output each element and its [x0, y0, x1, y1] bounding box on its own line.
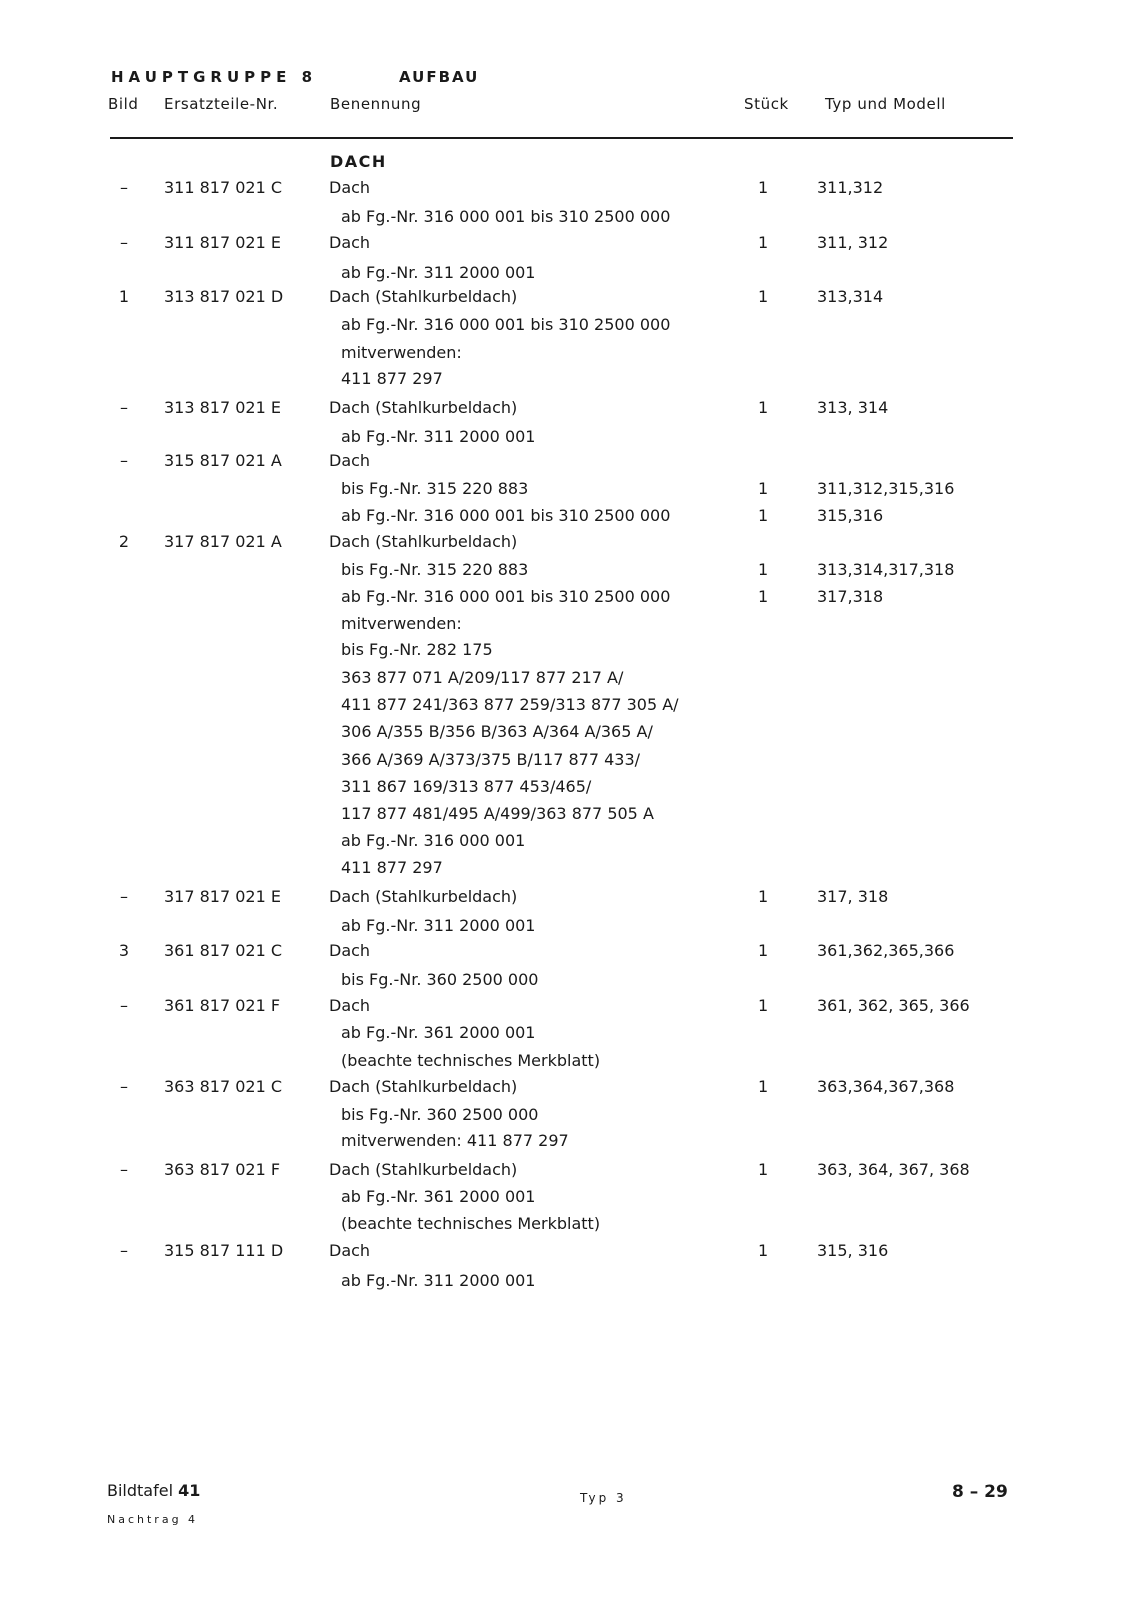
- table-row: [0, 695, 1136, 721]
- header-divider: [110, 137, 1013, 139]
- cell-bild: –: [120, 887, 128, 906]
- cell-note: ab Fg.-Nr. 311 2000 001: [341, 263, 536, 282]
- subsection-title: DACH: [330, 152, 387, 171]
- cell-note: 411 877 241/363 877 259/313 877 305 A/: [341, 695, 679, 714]
- table-row: [0, 1271, 1136, 1297]
- cell-note: 311 867 169/313 877 453/465/: [341, 777, 592, 796]
- cell-part-number: 315 817 111 D: [164, 1241, 284, 1260]
- cell-note: ab Fg.-Nr. 311 2000 001: [341, 427, 536, 446]
- table-row: [0, 178, 1136, 204]
- cell-model: 313,314: [817, 287, 884, 306]
- table-row: [0, 315, 1136, 341]
- table-row: [0, 506, 1136, 532]
- cell-bild: –: [120, 233, 128, 252]
- cell-quantity: 1: [758, 887, 769, 906]
- cell-name: Dach: [329, 996, 371, 1015]
- cell-quantity: 1: [758, 560, 769, 579]
- cell-part-number: 361 817 021 F: [164, 996, 281, 1015]
- cell-model: 317, 318: [817, 887, 889, 906]
- cell-quantity: 1: [758, 398, 769, 417]
- cell-note: bis Fg.-Nr. 282 175: [341, 640, 493, 659]
- table-row: [0, 916, 1136, 942]
- table-row: [0, 263, 1136, 289]
- table-row: [0, 479, 1136, 505]
- cell-name: Dach (Stahlkurbeldach): [329, 887, 518, 906]
- main-group-title: HAUPTGRUPPE 8: [111, 68, 318, 86]
- plate-number: 41: [178, 1481, 201, 1500]
- cell-name: Dach (Stahlkurbeldach): [329, 532, 518, 551]
- table-row: [0, 970, 1136, 996]
- cell-bild: 3: [118, 941, 130, 960]
- table-row: [0, 858, 1136, 884]
- plate-reference: Bildtafel 41: [107, 1481, 201, 1500]
- cell-note: (beachte technisches Merkblatt): [341, 1051, 601, 1070]
- cell-part-number: 317 817 021 E: [164, 887, 281, 906]
- cell-model: 363,364,367,368: [817, 1077, 955, 1096]
- cell-name: Dach (Stahlkurbeldach): [329, 1077, 518, 1096]
- cell-note: ab Fg.-Nr. 361 2000 001: [341, 1187, 536, 1206]
- table-row: [0, 1131, 1136, 1157]
- cell-model: 363, 364, 367, 368: [817, 1160, 970, 1179]
- cell-note: bis Fg.-Nr. 360 2500 000: [341, 1105, 539, 1124]
- cell-quantity: 1: [758, 506, 769, 525]
- cell-note: bis Fg.-Nr. 315 220 883: [341, 479, 529, 498]
- cell-note: ab Fg.-Nr. 316 000 001: [341, 831, 526, 850]
- table-row: [0, 427, 1136, 453]
- table-row: [0, 207, 1136, 233]
- cell-name: Dach (Stahlkurbeldach): [329, 1160, 518, 1179]
- cell-model: 313, 314: [817, 398, 889, 417]
- cell-bild: 1: [118, 287, 130, 306]
- cell-part-number: 363 817 021 F: [164, 1160, 281, 1179]
- table-row: [0, 1187, 1136, 1213]
- cell-note: ab Fg.-Nr. 311 2000 001: [341, 916, 536, 935]
- table-row: [0, 722, 1136, 748]
- cell-note: 117 877 481/495 A/499/363 877 505 A: [341, 804, 654, 823]
- cell-bild: –: [120, 1077, 128, 1096]
- cell-note: 366 A/369 A/373/375 B/117 877 433/: [341, 750, 641, 769]
- cell-bild: –: [120, 1241, 128, 1260]
- cell-name: Dach (Stahlkurbeldach): [329, 398, 518, 417]
- table-row: [0, 831, 1136, 857]
- cell-bild: –: [120, 451, 128, 470]
- cell-model: 315, 316: [817, 1241, 889, 1260]
- cell-name: Dach: [329, 233, 371, 252]
- table-row: [0, 614, 1136, 640]
- cell-note: 306 A/355 B/356 B/363 A/364 A/365 A/: [341, 722, 653, 741]
- table-row: [0, 369, 1136, 395]
- cell-bild: –: [120, 996, 128, 1015]
- cell-quantity: 1: [758, 178, 769, 197]
- cell-name: Dach: [329, 451, 371, 470]
- cell-name: Dach: [329, 178, 371, 197]
- table-row: [0, 1160, 1136, 1186]
- cell-part-number: 313 817 021 D: [164, 287, 284, 306]
- cell-quantity: 1: [758, 233, 769, 252]
- cell-model: 313,314,317,318: [817, 560, 955, 579]
- cell-quantity: 1: [758, 1077, 769, 1096]
- column-header-model: Typ und Modell: [825, 95, 946, 113]
- type-label: Typ 3: [580, 1491, 627, 1505]
- table-row: [0, 532, 1136, 558]
- table-row: [0, 398, 1136, 424]
- cell-name: Dach: [329, 1241, 371, 1260]
- cell-model: 311, 312: [817, 233, 889, 252]
- cell-name: Dach: [329, 941, 371, 960]
- table-row: [0, 587, 1136, 613]
- table-row: [0, 1077, 1136, 1103]
- cell-note: 411 877 297: [341, 369, 443, 388]
- table-row: [0, 804, 1136, 830]
- cell-note: ab Fg.-Nr. 316 000 001 bis 310 2500 000: [341, 587, 671, 606]
- table-row: [0, 640, 1136, 666]
- cell-part-number: 317 817 021 A: [164, 532, 282, 551]
- cell-note: bis Fg.-Nr. 315 220 883: [341, 560, 529, 579]
- cell-part-number: 313 817 021 E: [164, 398, 281, 417]
- cell-note: ab Fg.-Nr. 361 2000 001: [341, 1023, 536, 1042]
- main-group-number: 8: [301, 68, 318, 86]
- table-row: [0, 233, 1136, 259]
- cell-note: 363 877 071 A/209/117 877 217 A/: [341, 668, 624, 687]
- cell-model: 315,316: [817, 506, 884, 525]
- table-row: [0, 750, 1136, 776]
- cell-quantity: 1: [758, 941, 769, 960]
- table-row: [0, 1241, 1136, 1267]
- cell-part-number: 315 817 021 A: [164, 451, 282, 470]
- cell-name: Dach (Stahlkurbeldach): [329, 287, 518, 306]
- cell-note: ab Fg.-Nr. 316 000 001 bis 310 2500 000: [341, 315, 671, 334]
- cell-quantity: 1: [758, 587, 769, 606]
- section-heading: AUFBAU: [399, 68, 480, 86]
- cell-part-number: 361 817 021 C: [164, 941, 283, 960]
- cell-part-number: 363 817 021 C: [164, 1077, 283, 1096]
- cell-bild: –: [120, 1160, 128, 1179]
- cell-note: mitverwenden:: [341, 343, 462, 362]
- table-row: [0, 887, 1136, 913]
- cell-quantity: 1: [758, 1160, 769, 1179]
- table-row: [0, 1023, 1136, 1049]
- cell-part-number: 311 817 021 E: [164, 233, 281, 252]
- supplement-label: Nachtrag 4: [107, 1513, 199, 1526]
- cell-quantity: 1: [758, 287, 769, 306]
- cell-note: mitverwenden:: [341, 614, 462, 633]
- table-row: [0, 343, 1136, 369]
- cell-bild: –: [120, 398, 128, 417]
- page-number: 8 – 29: [952, 1482, 1008, 1502]
- table-row: [0, 941, 1136, 967]
- table-row: [0, 996, 1136, 1022]
- cell-note: bis Fg.-Nr. 360 2500 000: [341, 970, 539, 989]
- cell-quantity: 1: [758, 479, 769, 498]
- cell-model: 311,312: [817, 178, 884, 197]
- table-row: [0, 1105, 1136, 1131]
- table-row: [0, 451, 1136, 477]
- cell-model: 311,312,315,316: [817, 479, 955, 498]
- cell-bild: –: [120, 178, 128, 197]
- cell-quantity: 1: [758, 996, 769, 1015]
- cell-note: ab Fg.-Nr. 316 000 001 bis 310 2500 000: [341, 207, 671, 226]
- column-header-part-number: Ersatzteile-Nr.: [164, 95, 279, 113]
- table-row: [0, 1051, 1136, 1077]
- table-row: [0, 777, 1136, 803]
- cell-note: ab Fg.-Nr. 311 2000 001: [341, 1271, 536, 1290]
- column-header-name: Benennung: [330, 95, 422, 113]
- cell-note: (beachte technisches Merkblatt): [341, 1214, 601, 1233]
- cell-model: 361, 362, 365, 366: [817, 996, 970, 1015]
- cell-part-number: 311 817 021 C: [164, 178, 283, 197]
- table-row: [0, 560, 1136, 586]
- cell-note: 411 877 297: [341, 858, 443, 877]
- table-row: [0, 1214, 1136, 1240]
- cell-model: 361,362,365,366: [817, 941, 955, 960]
- cell-note: mitverwenden: 411 877 297: [341, 1131, 569, 1150]
- table-row: [0, 668, 1136, 694]
- table-row: [0, 287, 1136, 313]
- cell-quantity: 1: [758, 1241, 769, 1260]
- column-header-bild: Bild: [108, 95, 139, 113]
- cell-model: 317,318: [817, 587, 884, 606]
- cell-note: ab Fg.-Nr. 316 000 001 bis 310 2500 000: [341, 506, 671, 525]
- cell-bild: 2: [118, 532, 130, 551]
- column-header-quantity: Stück: [744, 95, 789, 113]
